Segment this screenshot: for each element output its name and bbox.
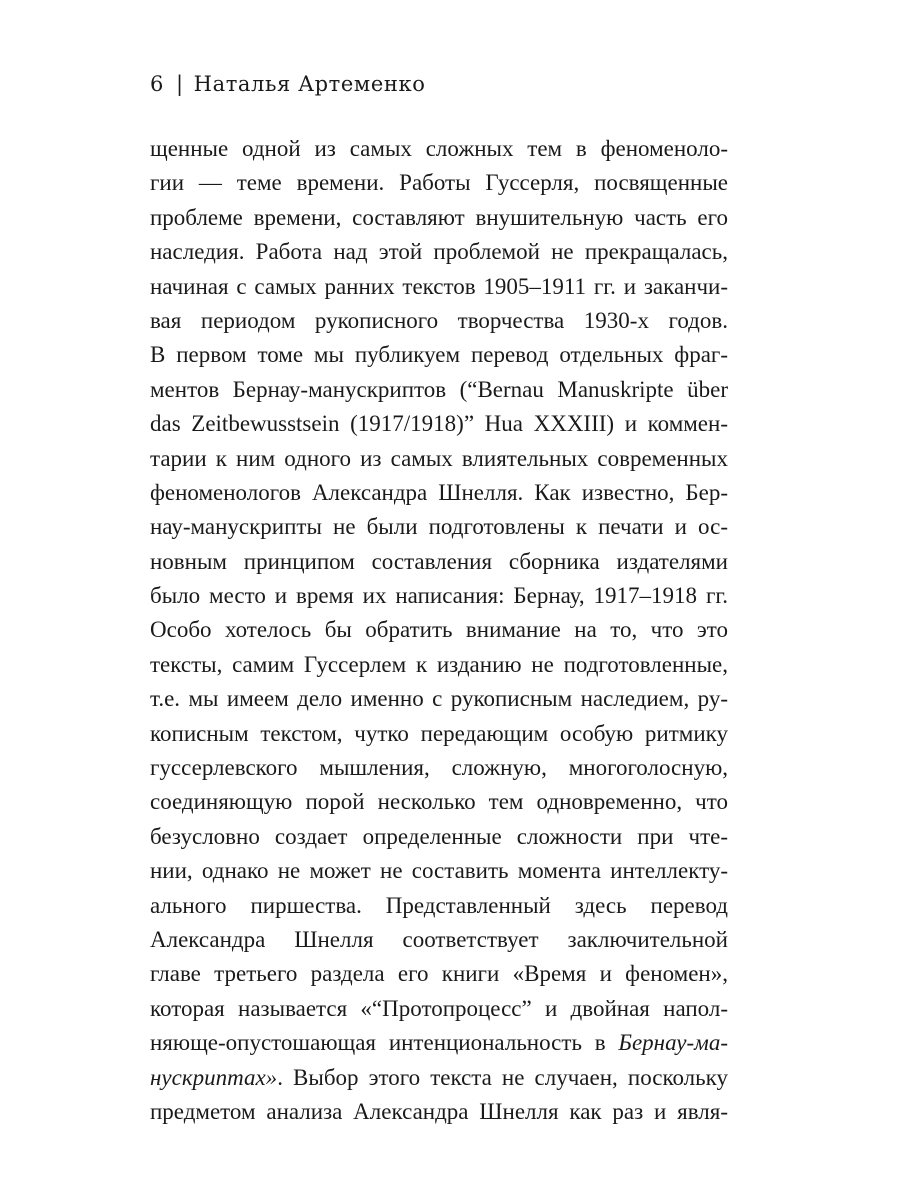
text-line: проблеме времени, составляют внушительную часть его [150, 204, 728, 230]
text-line-with-italic [150, 1026, 728, 1060]
text-line: наследия. Работа над этой проблемой не прекращалась, [150, 239, 728, 265]
page-number: 6 [150, 72, 164, 96]
text-line: которая называется «“Протопроцесс” и двойная напол- [150, 995, 728, 1021]
text-line: предметом анализа Александра Шнелля как раз и явля- [150, 1098, 728, 1124]
text-line: ментов Бернау-манускриптов (“Bernau Manuskripte über [150, 376, 728, 402]
header-separator: | [175, 72, 184, 96]
text-line: соединяющую порой несколько тем одновременно, что [150, 789, 728, 815]
italic-title-segment: нускриптах» [150, 1064, 278, 1090]
text-line: кописным текстом, чутко передающим особую ритмику [150, 720, 728, 746]
text-line: В первом томе мы публикуем перевод отдельных фраг- [150, 342, 728, 368]
text-line: тексты, самим Гуссерлем к изданию не подготовленные, [150, 651, 728, 677]
text-line: безусловно создает определенные сложности при чте- [150, 823, 728, 849]
body-text [150, 132, 728, 1129]
text-line: вая периодом рукописного творчества 1930-х годов. [150, 307, 728, 333]
text-line: было место и время их написания: Бернау, 1917–1918 гг. [150, 583, 728, 609]
text-line: Особо хотелось бы обратить внимание на то, что это [150, 617, 728, 643]
text-line: Александра Шнелля соответствует заключительной [150, 926, 728, 952]
text-line: нау-манускрипты не были подготовлены к печати и ос- [150, 514, 728, 540]
text-line: ального пиршества. Представленный здесь перевод [150, 892, 728, 918]
author-name: Наталья Артеменко [193, 72, 426, 96]
text-line-with-italic [150, 1061, 728, 1095]
text-line: начиная с самых ранних текстов 1905–1911 гг. и заканчи- [150, 273, 728, 299]
text-line: феноменологов Александра Шнелля. Как известно, Бер- [150, 479, 728, 505]
text-line: тарии к ним одного из самых влиятельных современных [150, 445, 728, 471]
text-segment: . Выбор этого текста не случаен, поскольку [277, 1064, 728, 1090]
text-line: щенные одной из самых сложных тем в феноменоло- [150, 136, 728, 161]
text-line: т.е. мы имеем дело именно с рукописным наследием, ру- [150, 686, 728, 712]
text-line: главе третьего раздела его книги «Время и феномен», [150, 961, 728, 987]
italic-title-segment: Бернау-ма- [618, 1030, 728, 1056]
running-head [150, 72, 425, 96]
text-line: гуссерлевского мышления, сложную, многоголосную, [150, 755, 728, 781]
text-segment: няюще-опустошающая интенциональность в [150, 1030, 619, 1056]
text-line: новным принципом составления сборника издателями [150, 548, 728, 574]
text-line: das Zeitbewusstsein (1917/1918)” Hua XXXIII) и коммен- [150, 411, 728, 437]
text-line: гии — теме времени. Работы Гуссерля, посвященные [150, 170, 728, 196]
text-line: нии, однако не может не составить момента интеллекту- [150, 858, 728, 884]
